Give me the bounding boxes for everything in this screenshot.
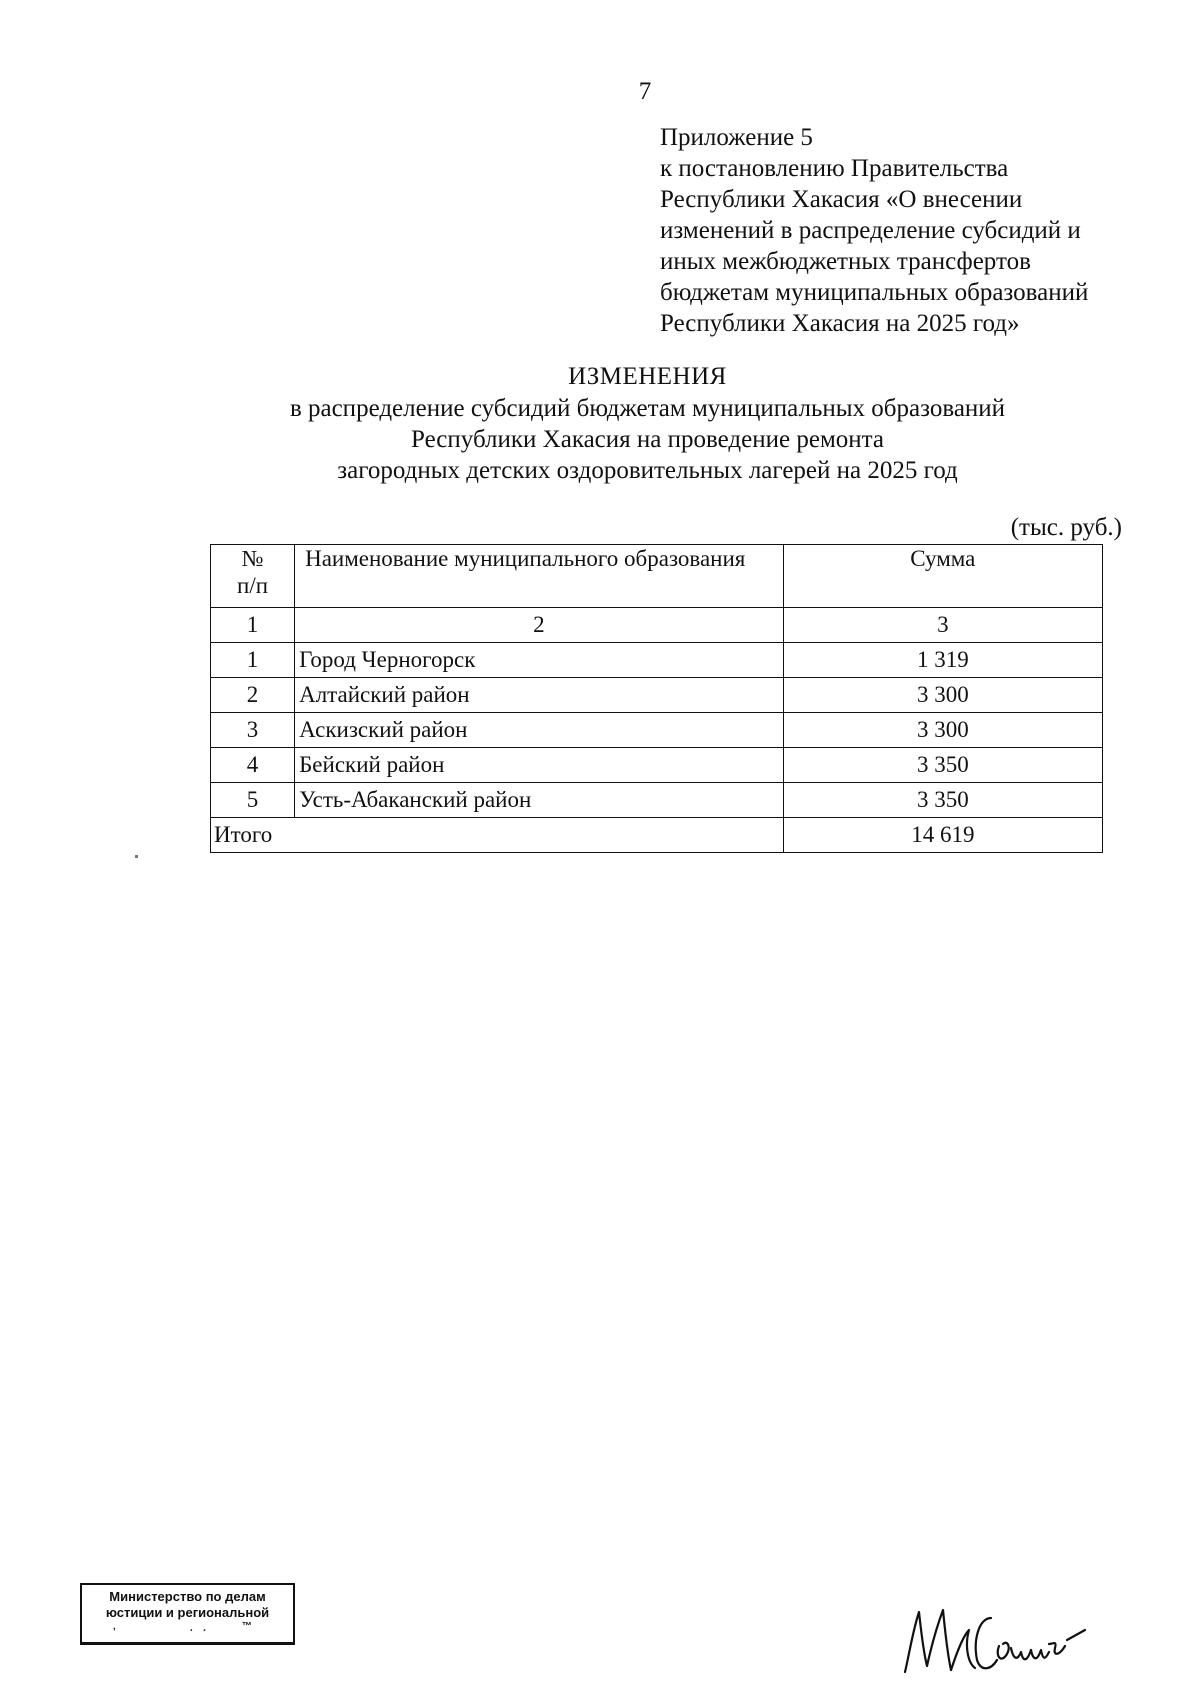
appendix-line: Республики Хакасия на 2025 год» bbox=[660, 310, 1020, 337]
row-num: 4 bbox=[211, 748, 295, 783]
registration-stamp bbox=[80, 1583, 295, 1645]
heading-subtitle-line: в распределение субсидий бюджетам муниципальных образований bbox=[289, 395, 1006, 422]
unit-label: (тыс. руб.) bbox=[1010, 514, 1122, 541]
row-sum: 3 350 bbox=[783, 783, 1102, 818]
stamp-line: юстиции и региональной bbox=[105, 1605, 270, 1620]
stamp-line: Министерство по делам bbox=[109, 1589, 266, 1604]
total-row bbox=[211, 818, 1103, 853]
heading-subtitle-line: Республики Хакасия на проведение ремонта bbox=[411, 426, 884, 453]
column-index: 1 bbox=[211, 608, 295, 643]
row-sum: 3 350 bbox=[783, 748, 1102, 783]
row-name: Бейский район bbox=[295, 748, 784, 783]
appendix-block bbox=[660, 122, 1130, 339]
total-label: Итого bbox=[211, 818, 784, 853]
table-row bbox=[211, 643, 1103, 678]
header-num-symbol: № bbox=[241, 546, 264, 571]
header-num-abbrev: п/п bbox=[237, 573, 269, 598]
column-index: 3 bbox=[783, 608, 1102, 643]
document-heading bbox=[150, 360, 1145, 486]
handwritten-signature bbox=[895, 1600, 1095, 1680]
page-number: 7 bbox=[638, 78, 652, 105]
appendix-line: иных межбюджетных трансфертов bbox=[660, 248, 1031, 275]
appendix-line: к постановлению Правительства bbox=[660, 155, 1009, 182]
header-num bbox=[211, 545, 295, 608]
row-num: 5 bbox=[211, 783, 295, 818]
header-name: Наименование муниципального образования bbox=[295, 545, 784, 608]
subsidy-table bbox=[210, 544, 1103, 853]
header-sum: Сумма bbox=[783, 545, 1102, 608]
row-num: 2 bbox=[211, 678, 295, 713]
row-sum: 3 300 bbox=[783, 678, 1102, 713]
table-row bbox=[211, 713, 1103, 748]
appendix-line: Приложение 5 bbox=[660, 124, 813, 151]
row-name: Город Черногорск bbox=[295, 643, 784, 678]
heading-title: ИЗМЕНЕНИЯ bbox=[568, 363, 727, 390]
table-header-row bbox=[211, 545, 1103, 608]
column-index: 2 bbox=[295, 608, 784, 643]
appendix-line: бюджетам муниципальных образований bbox=[660, 279, 1089, 306]
column-index-row bbox=[211, 608, 1103, 643]
row-name: Алтайский район bbox=[295, 678, 784, 713]
appendix-line: изменений в распределение субсидий и bbox=[660, 217, 1081, 244]
row-num: 1 bbox=[211, 643, 295, 678]
appendix-line: Республики Хакасия «О внесении bbox=[660, 186, 1023, 213]
table-row bbox=[211, 748, 1103, 783]
scan-speck bbox=[135, 855, 138, 858]
table-row bbox=[211, 678, 1103, 713]
row-num: 3 bbox=[211, 713, 295, 748]
row-sum: 1 319 bbox=[783, 643, 1102, 678]
row-name: Усть-Абаканский район bbox=[295, 783, 784, 818]
row-sum: 3 300 bbox=[783, 713, 1102, 748]
stamp-cut-off-text: ‚ ¸¸ ™ bbox=[113, 1621, 262, 1632]
total-sum: 14 619 bbox=[783, 818, 1102, 853]
table-row bbox=[211, 783, 1103, 818]
row-name: Аскизский район bbox=[295, 713, 784, 748]
heading-subtitle-line: загородных детских оздоровительных лагерей на 2025 год bbox=[337, 457, 958, 484]
